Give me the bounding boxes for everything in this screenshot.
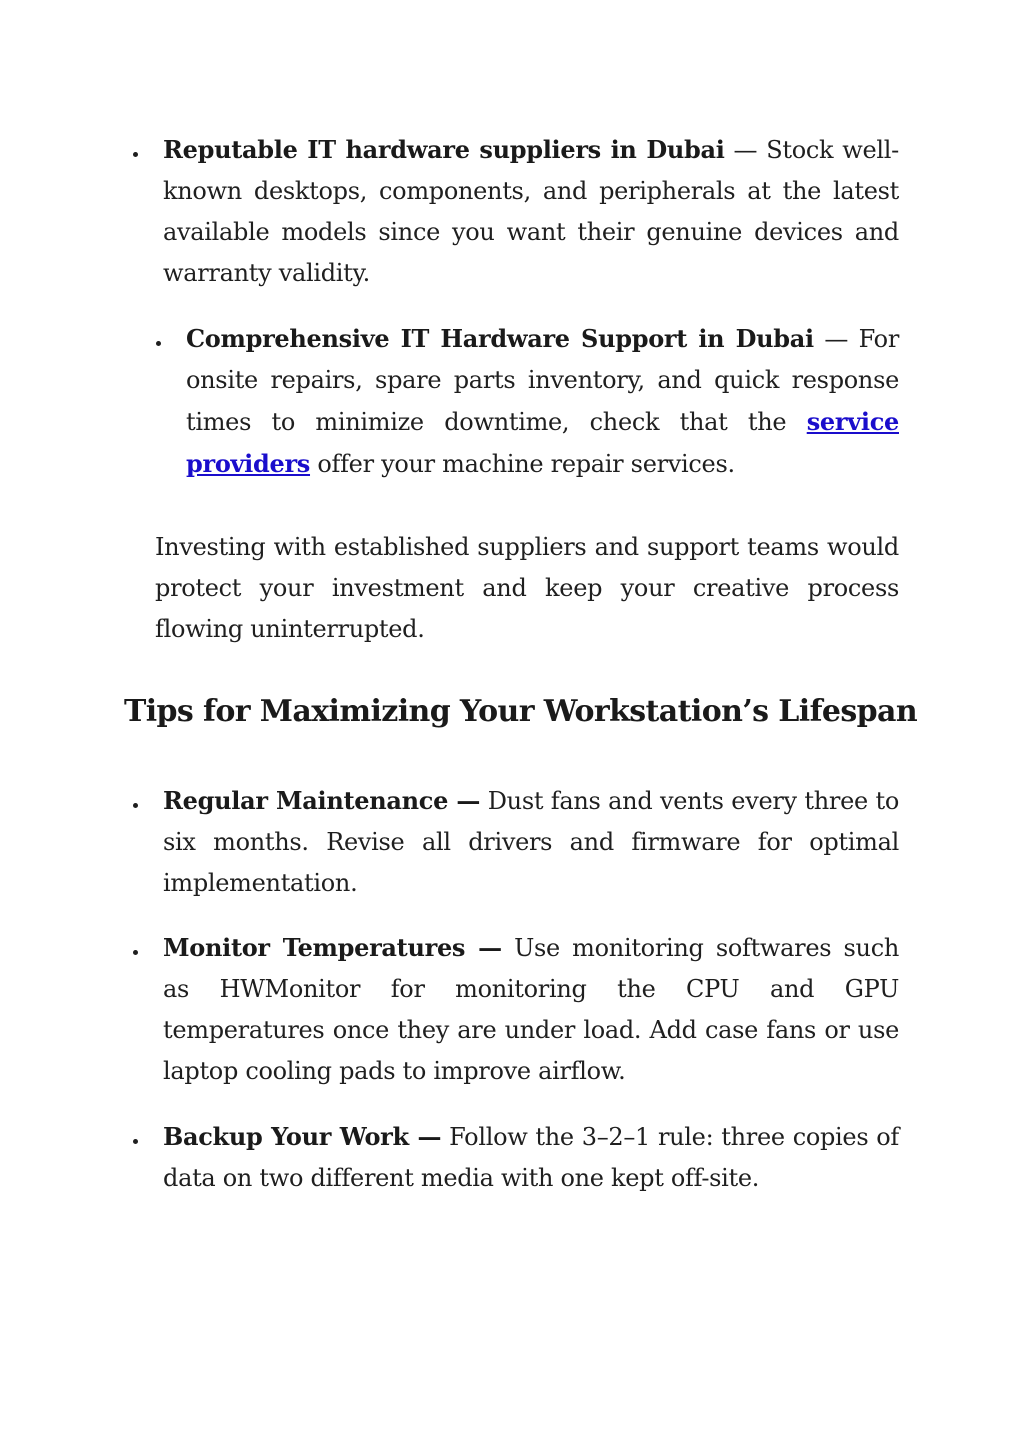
list-item-separator: — — [724, 136, 767, 164]
tip-title: Backup Your Work — — [163, 1122, 442, 1151]
tip-backup-work — [163, 1116, 899, 1199]
tip-monitor-temperatures — [163, 927, 899, 1092]
list-item-title: Comprehensive IT Hardware Support in Dubai — [186, 324, 814, 353]
tip-text: Follow the 3–2–1 rule: three copies of data on two different media with one kept off-site. — [163, 1123, 899, 1192]
tip-title: Regular Maintenance — — [163, 786, 481, 815]
bullet-dot — [133, 803, 138, 808]
investing-paragraph: Investing with established suppliers and support teams would protect your investment and keep your creative process flowing uninterrupted. — [155, 533, 899, 643]
bullet-dot — [133, 950, 138, 955]
bullet-dot — [133, 1139, 138, 1144]
tip-text: Use monitoring softwares such as HWMonitor for monitoring the CPU and GPU temperatures once they are under load. Add case fans or use laptop cooling pads to improve airflow. — [163, 934, 899, 1085]
tip-regular-maintenance — [163, 780, 899, 904]
service-providers-link[interactable]: service providers — [186, 407, 899, 478]
list-item-suppliers — [163, 129, 899, 294]
tip-text: Dust fans and vents every three to six months. Revise all drivers and firmware for optimal implementation. — [163, 787, 899, 897]
list-item-support — [186, 318, 899, 485]
list-item-text: Stock well-known desktops, components, and peripherals at the latest available models since you want their genuine devices and warranty validity. — [163, 136, 899, 287]
bullet-dot — [156, 341, 161, 346]
bullet-dot — [133, 152, 138, 157]
list-item-text: For onsite repairs, spare parts inventory, and quick response times to minimize downtime, check that the — [186, 325, 899, 436]
tips-heading: Tips for Maximizing Your Workstation’s Lifespan — [124, 694, 918, 729]
list-item-separator: — — [813, 325, 859, 353]
tip-title: Monitor Temperatures — — [163, 933, 502, 962]
list-item-title: Reputable IT hardware suppliers in Dubai — [163, 135, 725, 164]
list-item-text: offer your machine repair services. — [310, 450, 735, 478]
